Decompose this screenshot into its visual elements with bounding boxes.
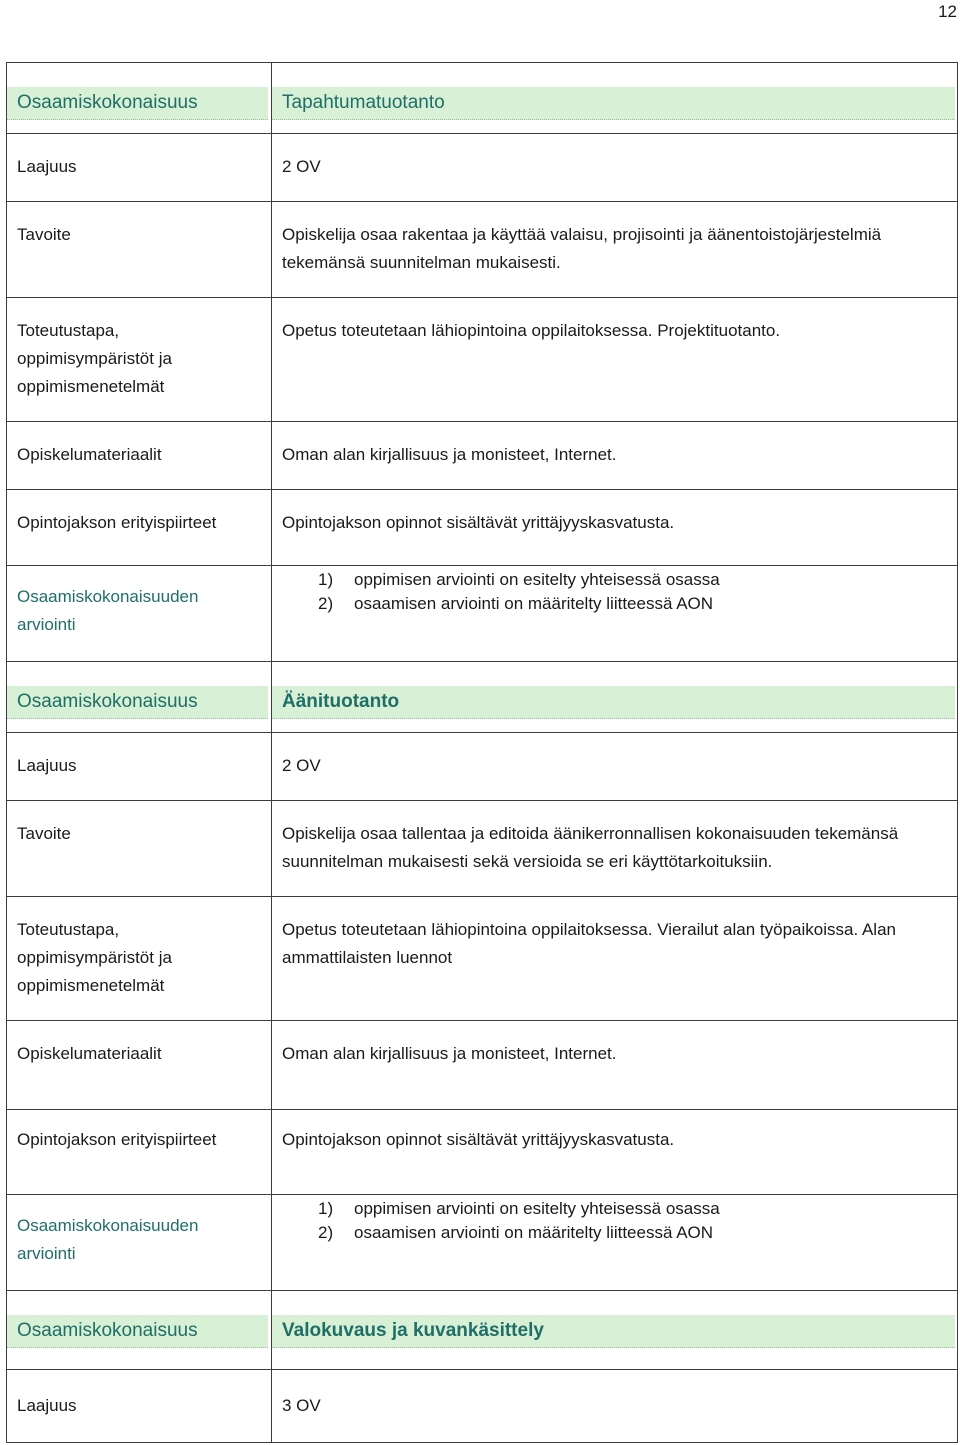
laajuus-value: 3 OV: [272, 1370, 958, 1443]
arviointi-label-line: arviointi: [17, 615, 76, 634]
toteutus-label-line: oppimisympäristöt ja: [17, 948, 172, 967]
erityis-value: Opintojakson opinnot sisältävät yrittäjyyskasvatusta.: [272, 1110, 958, 1195]
materiaalit-row: [7, 1021, 958, 1110]
arviointi-row: [7, 1195, 958, 1291]
list-item: [282, 592, 947, 616]
materiaalit-value: Oman alan kirjallisuus ja monisteet, Internet.: [272, 422, 958, 490]
list-number: 1): [318, 1199, 334, 1218]
title-value: Tapahtumatuotanto: [272, 87, 955, 120]
title-value: [272, 686, 955, 719]
toteutus-label-line: oppimismenetelmät: [17, 976, 165, 995]
toteutus-label-line: oppimisympäristöt ja: [17, 349, 172, 368]
title-value-text: Äänituotanto: [282, 691, 400, 712]
arviointi-list: [272, 566, 958, 662]
title-label-cell: [7, 662, 272, 733]
arviointi-label: [7, 1195, 272, 1291]
erityis-label: Opintojakson erityispiirteet: [7, 490, 272, 566]
title-label: Osaamiskokonaisuus: [7, 1315, 268, 1348]
toteutus-value: Opetus toteutetaan lähiopintoina oppilaitoksessa. Projektituotanto.: [272, 298, 958, 422]
arviointi-label-line: arviointi: [17, 1244, 76, 1263]
toteutus-label-line: oppimismenetelmät: [17, 377, 165, 396]
section-title-row: [7, 1291, 958, 1370]
arviointi-label-line: Osaamiskokonaisuuden: [17, 1216, 199, 1235]
list-text: oppimisen arviointi on esitelty yhteisessä osassa: [354, 1199, 720, 1218]
list-number: 1): [318, 570, 334, 589]
title-value-cell: [272, 63, 958, 134]
toteutus-label: [7, 897, 272, 1021]
list-text: osaamisen arviointi on määritelty liitteessä AON: [354, 594, 714, 613]
laajuus-value: 2 OV: [272, 733, 958, 801]
curriculum-table: [6, 62, 958, 1443]
section-title-row: [7, 63, 958, 134]
toteutus-value: Opetus toteutetaan lähiopintoina oppilaitoksessa. Vierailut alan työpaikoissa. Alan ammattilaisten luennot: [272, 897, 958, 1021]
laajuus-label: Laajuus: [7, 733, 272, 801]
arviointi-row: [7, 566, 958, 662]
section-title-row: [7, 662, 958, 733]
list-item: [282, 568, 947, 592]
title-label-cell: [7, 63, 272, 134]
toteutus-row: [7, 897, 958, 1021]
title-label: Osaamiskokonaisuus: [7, 87, 268, 120]
title-value-cell: [272, 662, 958, 733]
arviointi-label-line: Osaamiskokonaisuuden: [17, 587, 199, 606]
list-number: 2): [318, 594, 334, 613]
tavoite-row: [7, 801, 958, 897]
toteutus-label-line: Toteutustapa,: [17, 321, 120, 340]
materiaalit-label: Opiskelumateriaalit: [7, 1021, 272, 1110]
tavoite-label: Tavoite: [7, 801, 272, 897]
erityis-row: [7, 1110, 958, 1195]
arviointi-list: [272, 1195, 958, 1291]
laajuus-value: 2 OV: [272, 134, 958, 202]
title-label-cell: [7, 1291, 272, 1370]
list-item: [282, 1221, 947, 1245]
tavoite-value: Opiskelija osaa rakentaa ja käyttää valaisu, projisointi ja äänentoistojärjestelmiä tekemänsä suunnitelman mukaisesti.: [272, 202, 958, 298]
list-item: [282, 1197, 947, 1221]
erityis-label: Opintojakson erityispiirteet: [7, 1110, 272, 1195]
laajuus-label: Laajuus: [7, 134, 272, 202]
list-text: osaamisen arviointi on määritelty liitteessä AON: [354, 1223, 714, 1242]
title-value-text: Valokuvaus ja kuvankäsittely: [282, 1320, 544, 1341]
tavoite-label: Tavoite: [7, 202, 272, 298]
laajuus-row: [7, 134, 958, 202]
laajuus-row: [7, 733, 958, 801]
toteutus-label: [7, 298, 272, 422]
toteutus-label-line: Toteutustapa,: [17, 920, 120, 939]
list-text: oppimisen arviointi on esitelty yhteisessä osassa: [354, 570, 720, 589]
laajuus-row: [7, 1370, 958, 1443]
title-label: Osaamiskokonaisuus: [7, 686, 268, 719]
arviointi-label: [7, 566, 272, 662]
erityis-row: [7, 490, 958, 566]
materiaalit-value: Oman alan kirjallisuus ja monisteet, Internet.: [272, 1021, 958, 1110]
tavoite-row: [7, 202, 958, 298]
list-number: 2): [318, 1223, 334, 1242]
toteutus-row: [7, 298, 958, 422]
erityis-value: Opintojakson opinnot sisältävät yrittäjyyskasvatusta.: [272, 490, 958, 566]
laajuus-label: Laajuus: [7, 1370, 272, 1443]
materiaalit-row: [7, 422, 958, 490]
materiaalit-label: Opiskelumateriaalit: [7, 422, 272, 490]
title-value: [272, 1315, 955, 1348]
tavoite-value: Opiskelija osaa tallentaa ja editoida äänikerronnallisen kokonaisuuden tekemänsä suunnitelman mukaisesti sekä versioida se eri käyttötarkoituksiin.: [272, 801, 958, 897]
title-value-cell: [272, 1291, 958, 1370]
page-number: 12: [938, 2, 957, 21]
